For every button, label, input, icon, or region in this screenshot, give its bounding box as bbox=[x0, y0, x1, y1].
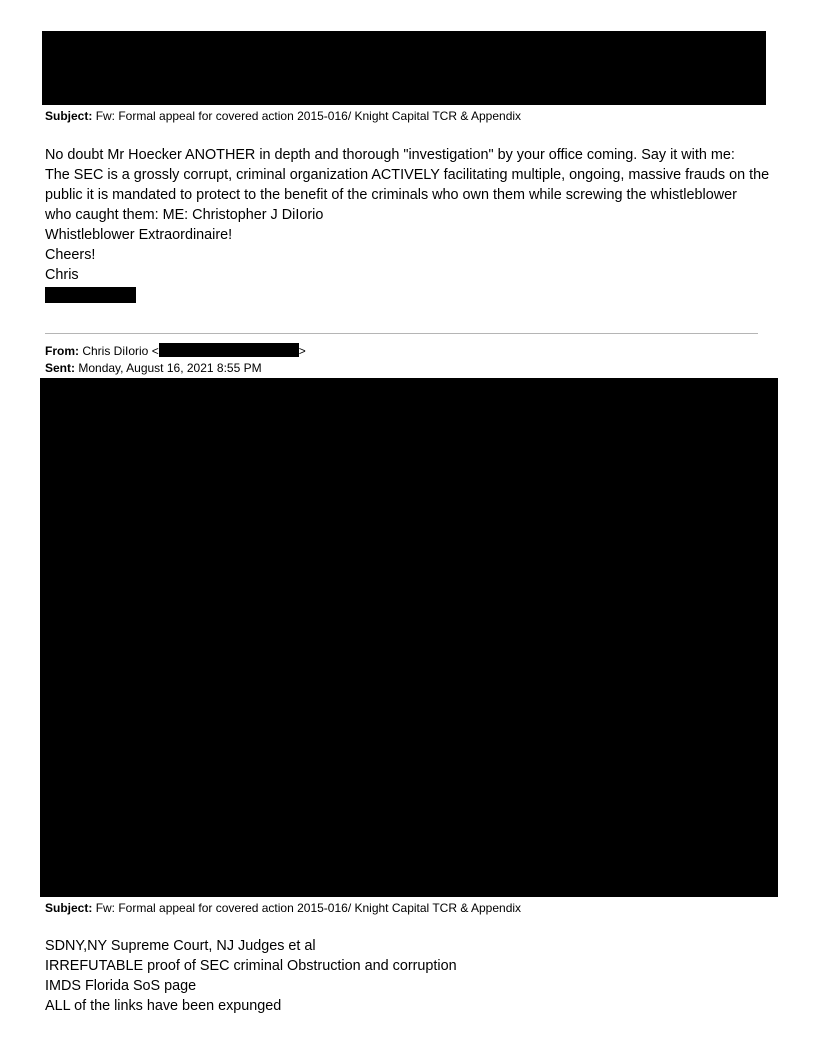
body-line: SDNY,NY Supreme Court, NJ Judges et al bbox=[45, 938, 316, 954]
redaction-block-top bbox=[42, 31, 766, 105]
from-end: > bbox=[298, 344, 306, 358]
email1-subject-line bbox=[45, 109, 521, 124]
email2-sent-line bbox=[45, 361, 262, 376]
email1-body bbox=[45, 145, 769, 285]
email2-body bbox=[45, 936, 457, 1016]
body-line: The SEC is a grossly corrupt, criminal organization ACTIVELY facilitating multiple, ongoing, massive frauds on the bbox=[45, 167, 770, 183]
body-line: who caught them: ME: Christopher J DiIorio bbox=[45, 207, 324, 223]
body-line: ALL of the links have been expunged bbox=[45, 998, 282, 1014]
from-label: From: bbox=[45, 344, 79, 358]
body-line: No doubt Mr Hoecker ANOTHER in depth and thorough "investigation" by your office coming. Say it with me: bbox=[45, 147, 735, 163]
from-name: Chris DiIorio < bbox=[82, 344, 159, 358]
subject-label: Subject: bbox=[45, 109, 93, 123]
body-line: public it is mandated to protect to the benefit of the criminals who own them while screwing the whistleblower bbox=[45, 187, 737, 203]
divider bbox=[45, 333, 758, 334]
body-line: IMDS Florida SoS page bbox=[45, 978, 197, 994]
email2-subject-line bbox=[45, 901, 521, 916]
subject-text: Fw: Formal appeal for covered action 2015-016/ Knight Capital TCR & Appendix bbox=[95, 901, 522, 915]
sent-label: Sent: bbox=[45, 361, 75, 375]
body-line: Cheers! bbox=[45, 247, 96, 263]
subject-label: Subject: bbox=[45, 901, 93, 915]
email2-from-line bbox=[45, 343, 306, 359]
body-line: Chris bbox=[45, 267, 79, 283]
redaction-email-address bbox=[159, 343, 299, 357]
subject-text: Fw: Formal appeal for covered action 2015-016/ Knight Capital TCR & Appendix bbox=[95, 109, 522, 123]
body-line: Whistleblower Extraordinaire! bbox=[45, 227, 233, 243]
redaction-block-large bbox=[40, 378, 778, 897]
body-line: IRREFUTABLE proof of SEC criminal Obstruction and corruption bbox=[45, 958, 457, 974]
redaction-signature bbox=[45, 287, 136, 303]
sent-text: Monday, August 16, 2021 8:55 PM bbox=[78, 361, 262, 375]
